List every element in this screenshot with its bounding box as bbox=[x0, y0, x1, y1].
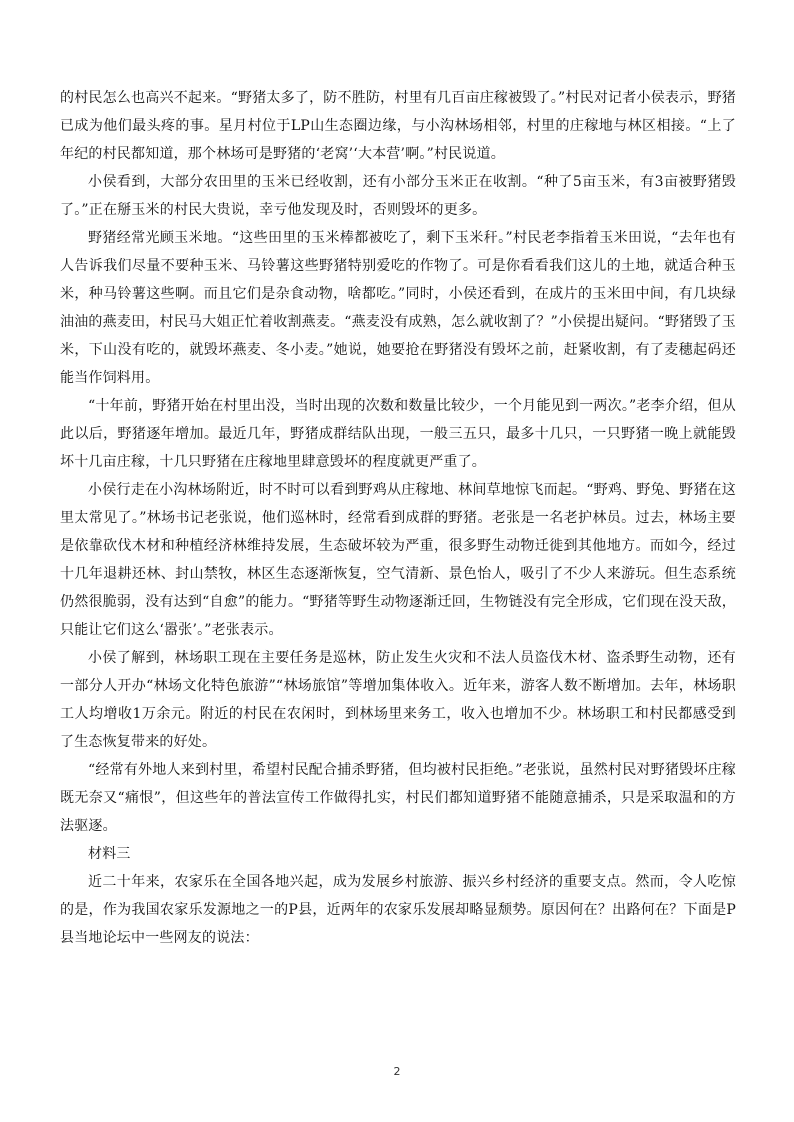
paragraph-4: “十年前，野猪开始在村里出没，当时出现的次数和数量比较少，一个月能见到一两次。”老李介绍，但从此以后，野猪逐年增加。最近几年，野猪成群结队出现，一般三五只，最多十几只，一只野猪一晚上就能毁坏十几亩庄稼，十几只野猪在庄稼地里肆意毁坏的程度就更严重了。 bbox=[60, 398, 736, 470]
page-number: 2 bbox=[393, 1065, 401, 1078]
paragraph-8: 近二十年来，农家乐在全国各地兴起，成为发展乡村旅游、振兴乡村经济的重要支点。然而，令人吃惊的是，作为我国农家乐发源地之一的P县，近两年的农家乐发展却略显颓势。原因何在？出路何在？下面是P县当地论坛中一些网友的说法： bbox=[60, 874, 736, 946]
section-heading-material-3: 材料三 bbox=[88, 846, 131, 862]
paragraph-7: “经常有外地人来到村里，希望村民配合捕杀野猪，但均被村民拒绝。”老张说，虽然村民对野猪毁坏庄稼既无奈又“痛恨”，但这些年的普法宣传工作做得扎实，村民们都知道野猪不能随意捕杀，只是采取温和的方法驱逐。 bbox=[60, 762, 736, 834]
paragraph-5: 小侯行走在小沟林场附近，时不时可以看到野鸡从庄稼地、林间草地惊飞而起。“野鸡、野兔、野猪在这里太常见了。”林场书记老张说，他们巡林时，经常看到成群的野猪。老张是一名老护林员。过去，林场主要是依靠砍伐木材和种植经济林维持发展，生态破坏较为严重，很多野生动物迁徙到其他地方。而如今，经过十几年退耕还林、封山禁牧，林区生态逐渐恢复，空气清新、景色怡人，吸引了不少人来游玩。但生态系统仍然很脆弱，没有达到“自愈”的能力。“野猪等野生动物逐渐迁回，生物链没有完全形成，它们现在没天敌，只能让它们这么‘嚣张’。”老张表示。 bbox=[60, 482, 736, 638]
document-body bbox=[60, 84, 736, 952]
paragraph-6: 小侯了解到，林场职工现在主要任务是巡林，防止发生火灾和不法人员盗伐木材、盗杀野生动物，还有一部分人开办“林场文化特色旅游”“林场旅馆”等增加集体收入。近年来，游客人数不断增加。去年，林场职工人均增收1万余元。附近的村民在农闲时，到林场里来务工，收入也增加不少。林场职工和村民都感受到了生态恢复带来的好处。 bbox=[60, 650, 736, 750]
paragraph-1: 的村民怎么也高兴不起来。“野猪太多了，防不胜防，村里有几百亩庄稼被毁了。”村民对记者小侯表示，野猪已成为他们最头疼的事。星月村位于LP山生态圈边缘，与小沟林场相邻，村里的庄稼地与林区相接。“上了年纪的村民都知道，那个林场可是野猪的‘老窝’‘大本营’啊。”村民说道。 bbox=[60, 90, 736, 162]
paragraph-3: 野猪经常光顾玉米地。“这些田里的玉米棒都被吃了，剩下玉米秆。”村民老李指着玉米田说，“去年也有人告诉我们尽量不要种玉米、马铃薯这些野猪特别爱吃的作物了。可是你看看我们这儿的土地，就适合种玉米，种马铃薯这些啊。而且它们是杂食动物，啥都吃。”同时，小侯还看到，在成片的玉米田中间，有几块绿油油的燕麦田，村民马大姐正忙着收割燕麦。“燕麦没有成熟，怎么就收割了？”小侯提出疑问。“野猪毁了玉米，下山没有吃的，就毁坏燕麦、冬小麦。”她说，她要抢在野猪没有毁坏之前，赶紧收割，有了麦穗起码还能当作饲料用。 bbox=[60, 230, 736, 386]
paragraph-2: 小侯看到，大部分农田里的玉米已经收割，还有小部分玉米正在收割。“种了5亩玉米，有3亩被野猪毁了。”正在掰玉米的村民大贵说，幸亏他发现及时，否则毁坏的更多。 bbox=[60, 174, 736, 218]
